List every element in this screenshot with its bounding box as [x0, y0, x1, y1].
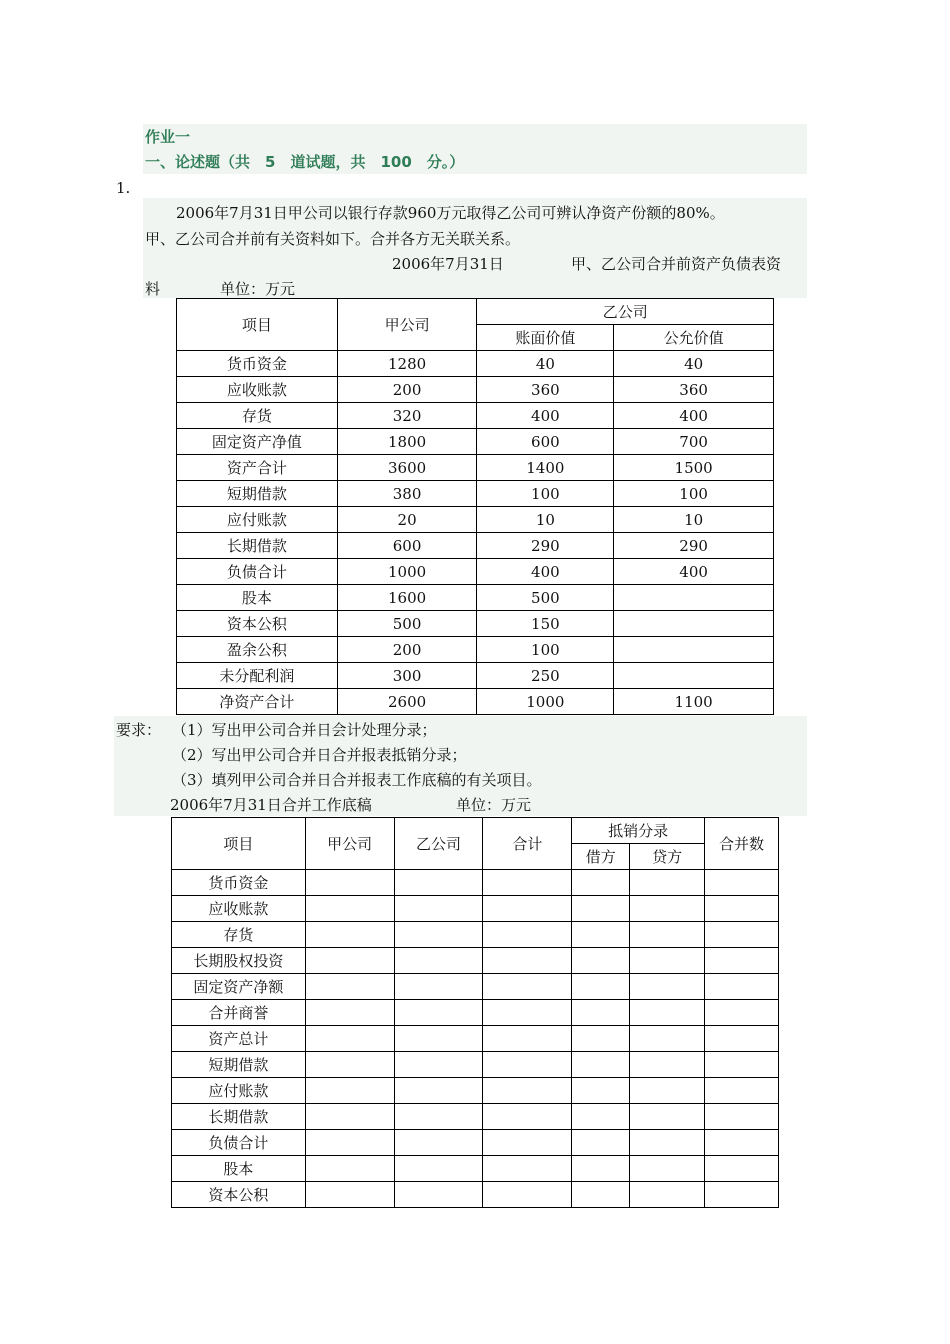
ws-header-item: 项目 — [172, 818, 306, 870]
ws-cell-yi[interactable] — [394, 974, 483, 1000]
row-yi-fair-value: 40 — [614, 351, 774, 377]
row-item: 存货 — [177, 403, 338, 429]
ws-cell-credit[interactable] — [630, 1052, 705, 1078]
worksheet-row — [172, 1130, 779, 1156]
ws-cell-total[interactable] — [483, 1182, 572, 1208]
ws-row-item: 资本公积 — [172, 1182, 306, 1208]
header-fair-value: 公允价值 — [614, 325, 774, 351]
row-yi-fair-value: 290 — [614, 533, 774, 559]
caption-unit: 单位：万元 — [220, 280, 296, 298]
row-jia-value: 20 — [337, 507, 477, 533]
row-yi-book-value: 400 — [477, 403, 614, 429]
header-company-jia: 甲公司 — [337, 299, 477, 351]
ws-cell-jia[interactable] — [305, 974, 394, 1000]
ws-cell-jia[interactable] — [305, 1026, 394, 1052]
ws-row-item: 存货 — [172, 922, 306, 948]
ws-cell-yi[interactable] — [394, 1130, 483, 1156]
ws-cell-consolidated[interactable] — [705, 1182, 779, 1208]
ws-header-total: 合计 — [483, 818, 572, 870]
ws-header-debit: 借方 — [572, 844, 630, 870]
worksheet-row — [172, 1104, 779, 1130]
ws-row-item: 长期借款 — [172, 1104, 306, 1130]
worksheet-row — [172, 870, 779, 896]
ws-cell-jia[interactable] — [305, 948, 394, 974]
ws-row-item: 固定资产净额 — [172, 974, 306, 1000]
worksheet-row — [172, 1182, 779, 1208]
row-yi-fair-value: 400 — [614, 559, 774, 585]
worksheet-row — [172, 1026, 779, 1052]
row-item: 资产合计 — [177, 455, 338, 481]
ws-cell-jia[interactable] — [305, 1104, 394, 1130]
worksheet-row — [172, 1078, 779, 1104]
row-jia-value: 1280 — [337, 351, 477, 377]
ws-cell-consolidated[interactable] — [705, 870, 779, 896]
row-yi-fair-value — [614, 663, 774, 689]
row-yi-book-value: 10 — [477, 507, 614, 533]
table-row — [177, 663, 774, 689]
ws-row-item: 合并商誉 — [172, 1000, 306, 1026]
row-yi-book-value: 40 — [477, 351, 614, 377]
ws-cell-yi[interactable] — [394, 948, 483, 974]
row-yi-book-value: 100 — [477, 637, 614, 663]
ws-cell-yi[interactable] — [394, 922, 483, 948]
row-yi-book-value: 150 — [477, 611, 614, 637]
ws-cell-yi[interactable] — [394, 1000, 483, 1026]
ws-cell-consolidated[interactable] — [705, 1156, 779, 1182]
ws-cell-credit[interactable] — [630, 1156, 705, 1182]
ws-header-yi: 乙公司 — [394, 818, 483, 870]
ws-cell-yi[interactable] — [394, 1052, 483, 1078]
row-jia-value: 200 — [337, 377, 477, 403]
ws-cell-total[interactable] — [483, 948, 572, 974]
ws-cell-total[interactable] — [483, 870, 572, 896]
ws-cell-credit[interactable] — [630, 896, 705, 922]
table-row — [177, 351, 774, 377]
ws-row-item: 货币资金 — [172, 870, 306, 896]
row-yi-fair-value — [614, 585, 774, 611]
row-jia-value: 1800 — [337, 429, 477, 455]
ws-cell-jia[interactable] — [305, 1052, 394, 1078]
header-item: 项目 — [177, 299, 338, 351]
ws-row-item: 股本 — [172, 1156, 306, 1182]
ws-cell-consolidated[interactable] — [705, 1000, 779, 1026]
ws-cell-total[interactable] — [483, 1156, 572, 1182]
worksheet-unit: 单位：万元 — [456, 796, 532, 814]
balance-sheet-table — [176, 298, 774, 715]
ws-row-item: 应收账款 — [172, 896, 306, 922]
row-jia-value: 320 — [337, 403, 477, 429]
row-yi-fair-value: 700 — [614, 429, 774, 455]
row-yi-fair-value: 360 — [614, 377, 774, 403]
ws-cell-credit[interactable] — [630, 1000, 705, 1026]
ws-header-jia: 甲公司 — [305, 818, 394, 870]
ws-cell-debit[interactable] — [572, 1078, 630, 1104]
ws-cell-credit[interactable] — [630, 1078, 705, 1104]
ws-cell-debit[interactable] — [572, 1000, 630, 1026]
row-item: 应收账款 — [177, 377, 338, 403]
row-jia-value: 200 — [337, 637, 477, 663]
ws-cell-jia[interactable] — [305, 1000, 394, 1026]
row-yi-fair-value — [614, 611, 774, 637]
table-row — [177, 481, 774, 507]
ws-cell-total[interactable] — [483, 1078, 572, 1104]
row-jia-value: 3600 — [337, 455, 477, 481]
ws-cell-yi[interactable] — [394, 896, 483, 922]
question-number: 1. — [116, 179, 131, 197]
ws-cell-debit[interactable] — [572, 1052, 630, 1078]
assignment-title: 作业一 — [145, 128, 191, 146]
worksheet-row — [172, 896, 779, 922]
ws-cell-consolidated[interactable] — [705, 896, 779, 922]
ws-cell-credit[interactable] — [630, 870, 705, 896]
header-book-value: 账面价值 — [477, 325, 614, 351]
row-item: 资本公积 — [177, 611, 338, 637]
ws-cell-total[interactable] — [483, 1104, 572, 1130]
ws-cell-yi[interactable] — [394, 1078, 483, 1104]
ws-cell-total[interactable] — [483, 1000, 572, 1026]
row-item: 股本 — [177, 585, 338, 611]
ws-cell-total[interactable] — [483, 974, 572, 1000]
ws-cell-debit[interactable] — [572, 1156, 630, 1182]
worksheet-row — [172, 974, 779, 1000]
worksheet-row — [172, 948, 779, 974]
row-yi-book-value: 1400 — [477, 455, 614, 481]
ws-cell-credit[interactable] — [630, 974, 705, 1000]
ws-cell-total[interactable] — [483, 896, 572, 922]
ws-cell-yi[interactable] — [394, 1104, 483, 1130]
table-row — [177, 559, 774, 585]
consolidation-worksheet-table — [171, 817, 779, 1208]
row-yi-fair-value: 100 — [614, 481, 774, 507]
ws-cell-consolidated[interactable] — [705, 948, 779, 974]
row-yi-fair-value — [614, 637, 774, 663]
ws-cell-total[interactable] — [483, 1026, 572, 1052]
ws-cell-debit[interactable] — [572, 948, 630, 974]
ws-cell-credit[interactable] — [630, 948, 705, 974]
worksheet-row — [172, 1052, 779, 1078]
table-row — [177, 429, 774, 455]
ws-cell-total[interactable] — [483, 1130, 572, 1156]
row-yi-fair-value: 1500 — [614, 455, 774, 481]
ws-cell-debit[interactable] — [572, 974, 630, 1000]
ws-cell-credit[interactable] — [630, 1182, 705, 1208]
ws-cell-yi[interactable] — [394, 1182, 483, 1208]
row-jia-value: 1000 — [337, 559, 477, 585]
table-row — [177, 637, 774, 663]
ws-cell-jia[interactable] — [305, 896, 394, 922]
ws-header-elimination: 抵销分录 — [572, 818, 705, 844]
ws-cell-jia[interactable] — [305, 1182, 394, 1208]
caption-continuation: 料 — [145, 280, 161, 298]
worksheet-row — [172, 1000, 779, 1026]
ws-row-item: 短期借款 — [172, 1052, 306, 1078]
requirements-label: 要求： — [116, 721, 162, 739]
row-jia-value: 300 — [337, 663, 477, 689]
ws-cell-consolidated[interactable] — [705, 974, 779, 1000]
ws-header-consolidated: 合并数 — [705, 818, 779, 870]
ws-cell-jia[interactable] — [305, 922, 394, 948]
ws-cell-consolidated[interactable] — [705, 1130, 779, 1156]
ws-cell-consolidated[interactable] — [705, 1078, 779, 1104]
row-jia-value: 2600 — [337, 689, 477, 715]
ws-cell-consolidated[interactable] — [705, 1026, 779, 1052]
row-jia-value: 380 — [337, 481, 477, 507]
ws-cell-debit[interactable] — [572, 896, 630, 922]
row-yi-book-value: 400 — [477, 559, 614, 585]
ws-header-credit: 贷方 — [630, 844, 705, 870]
ws-cell-yi[interactable] — [394, 1026, 483, 1052]
row-yi-book-value: 250 — [477, 663, 614, 689]
row-item: 短期借款 — [177, 481, 338, 507]
ws-row-item: 长期股权投资 — [172, 948, 306, 974]
row-yi-book-value: 290 — [477, 533, 614, 559]
ws-cell-debit[interactable] — [572, 870, 630, 896]
row-item: 货币资金 — [177, 351, 338, 377]
ws-cell-debit[interactable] — [572, 922, 630, 948]
requirement-1: （1）写出甲公司合并日会计处理分录； — [172, 721, 437, 739]
requirement-2: （2）写出甲公司合并日合并报表抵销分录； — [172, 746, 467, 764]
ws-cell-credit[interactable] — [630, 1130, 705, 1156]
ws-cell-jia[interactable] — [305, 1130, 394, 1156]
ws-cell-total[interactable] — [483, 1052, 572, 1078]
worksheet-caption: 2006年7月31日合并工作底稿 — [170, 796, 372, 814]
ws-cell-debit[interactable] — [572, 1026, 630, 1052]
table-row — [177, 377, 774, 403]
row-yi-fair-value: 10 — [614, 507, 774, 533]
ws-cell-credit[interactable] — [630, 1026, 705, 1052]
table-row — [177, 455, 774, 481]
ws-cell-jia[interactable] — [305, 1078, 394, 1104]
table-row — [177, 403, 774, 429]
ws-cell-jia[interactable] — [305, 1156, 394, 1182]
row-yi-book-value: 1000 — [477, 689, 614, 715]
ws-cell-credit[interactable] — [630, 922, 705, 948]
row-item: 负债合计 — [177, 559, 338, 585]
worksheet-row — [172, 1156, 779, 1182]
row-item: 固定资产净值 — [177, 429, 338, 455]
row-yi-fair-value: 400 — [614, 403, 774, 429]
row-jia-value: 600 — [337, 533, 477, 559]
ws-row-item: 资产总计 — [172, 1026, 306, 1052]
section-heading: 一、论述题（共 5 道试题，共 100 分。） — [145, 153, 465, 171]
caption-date: 2006年7月31日 — [392, 255, 504, 273]
ws-cell-yi[interactable] — [394, 870, 483, 896]
row-yi-fair-value: 1100 — [614, 689, 774, 715]
worksheet-row — [172, 922, 779, 948]
row-item: 应付账款 — [177, 507, 338, 533]
row-item: 未分配利润 — [177, 663, 338, 689]
ws-cell-debit[interactable] — [572, 1130, 630, 1156]
row-item: 长期借款 — [177, 533, 338, 559]
ws-cell-consolidated[interactable] — [705, 1104, 779, 1130]
ws-cell-credit[interactable] — [630, 1104, 705, 1130]
table-row — [177, 585, 774, 611]
row-item: 净资产合计 — [177, 689, 338, 715]
question-paragraph-line2: 甲、乙公司合并前有关资料如下。合并各方无关联关系。 — [145, 230, 521, 248]
row-yi-book-value: 100 — [477, 481, 614, 507]
row-yi-book-value: 500 — [477, 585, 614, 611]
question-paragraph-line1: 2006年7月31日甲公司以银行存款960万元取得乙公司可辨认净资产份额的80%。 — [176, 204, 725, 222]
requirement-3: （3）填列甲公司合并日合并报表工作底稿的有关项目。 — [172, 771, 542, 789]
ws-cell-yi[interactable] — [394, 1156, 483, 1182]
ws-cell-consolidated[interactable] — [705, 922, 779, 948]
ws-row-item: 负债合计 — [172, 1130, 306, 1156]
table-row — [177, 611, 774, 637]
row-item: 盈余公积 — [177, 637, 338, 663]
row-yi-book-value: 600 — [477, 429, 614, 455]
table-row — [177, 533, 774, 559]
table-row — [177, 507, 774, 533]
row-jia-value: 1600 — [337, 585, 477, 611]
row-jia-value: 500 — [337, 611, 477, 637]
ws-cell-debit[interactable] — [572, 1104, 630, 1130]
ws-cell-jia[interactable] — [305, 870, 394, 896]
header-company-yi: 乙公司 — [477, 299, 774, 325]
caption-title: 甲、乙公司合并前资产负债表资 — [571, 255, 782, 273]
row-yi-book-value: 360 — [477, 377, 614, 403]
ws-cell-debit[interactable] — [572, 1182, 630, 1208]
table-row — [177, 689, 774, 715]
ws-row-item: 应付账款 — [172, 1078, 306, 1104]
ws-cell-consolidated[interactable] — [705, 1052, 779, 1078]
ws-cell-total[interactable] — [483, 922, 572, 948]
